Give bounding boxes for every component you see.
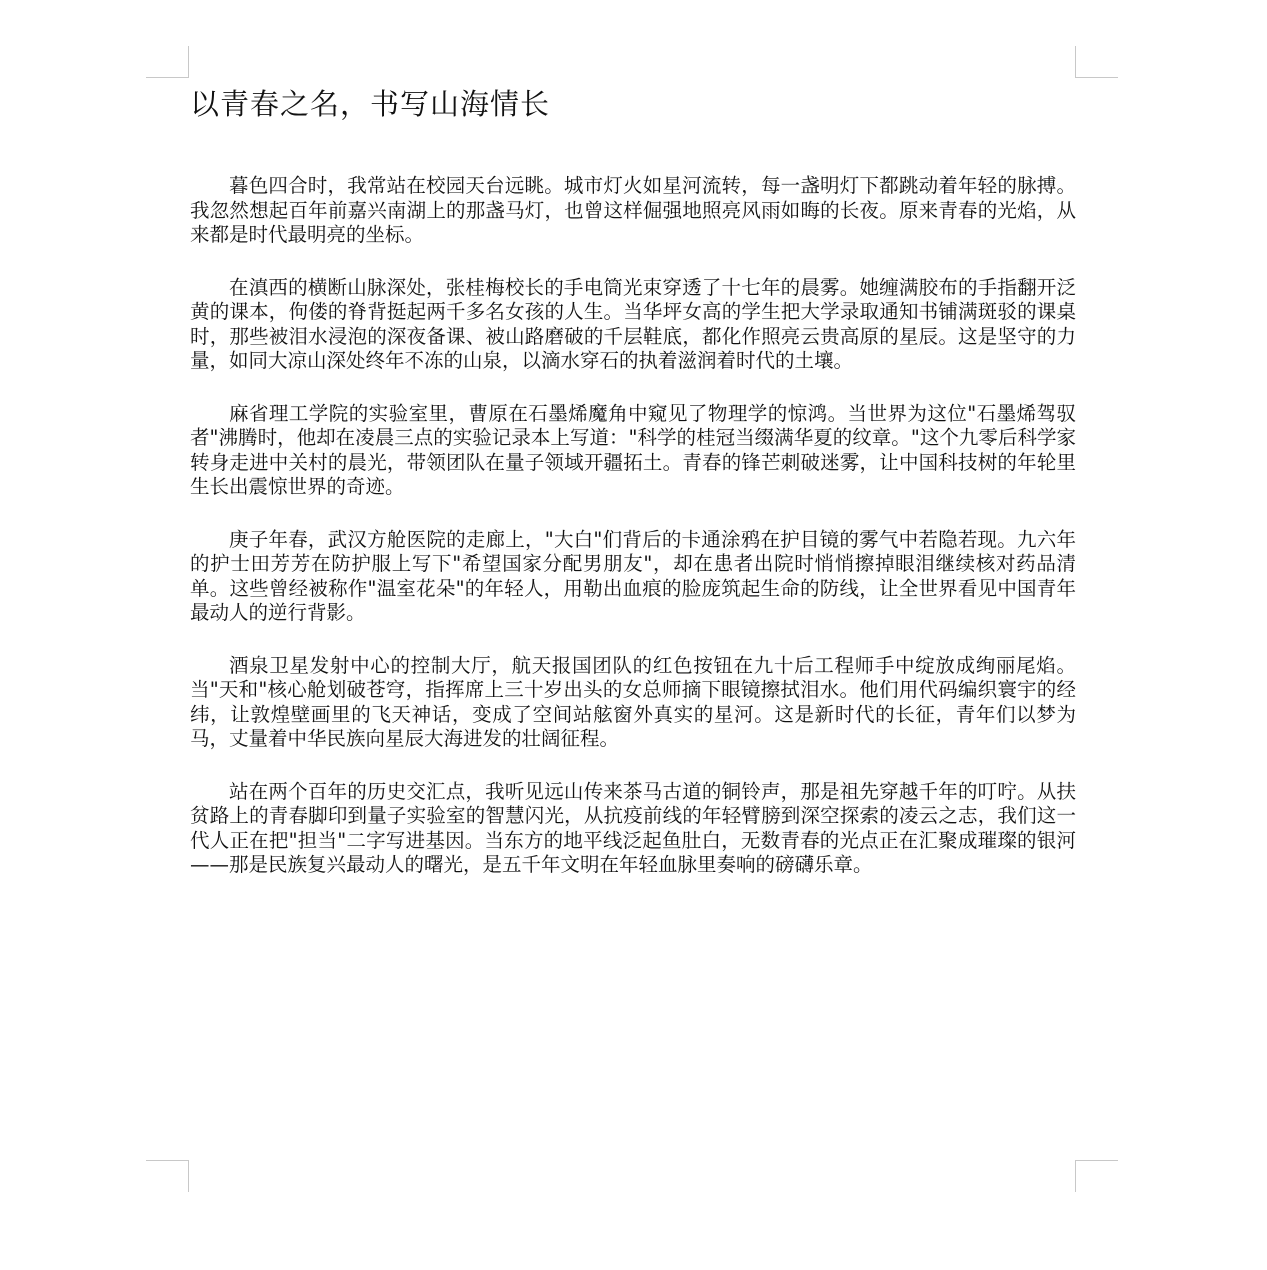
crop-mark-bottom-left-horizontal — [146, 1160, 189, 1161]
crop-mark-bottom-right-vertical — [1075, 1160, 1076, 1192]
crop-mark-bottom-right-horizontal — [1075, 1160, 1118, 1161]
crop-mark-top-right-vertical — [1075, 46, 1076, 78]
crop-mark-top-right-horizontal — [1075, 77, 1118, 78]
document-title: 以青春之名，书写山海情长 — [190, 87, 551, 121]
paragraph: 站在两个百年的历史交汇点，我听见远山传来茶马古道的铜铃声，那是祖先穿越千年的叮咛。从扶贫路上的青春脚印到量子实验室的智慧闪光，从抗疫前线的年轻臂膀到深空探索的凌云之志，我们这一代人正在把"担当"二字写进基因。当东方的地平线泛起鱼肚白，无数青春的光点正在汇聚成璀璨的银河——那是民族复兴最动人的曙光，是五千年文明在年轻血脉里奏响的磅礴乐章。 — [190, 779, 1076, 876]
crop-mark-top-left-horizontal — [146, 77, 189, 78]
document-body — [190, 174, 1076, 906]
paragraph: 酒泉卫星发射中心的控制大厅，航天报国团队的红色按钮在九十后工程师手中绽放成绚丽尾焰。当"天和"核心舱划破苍穹，指挥席上三十岁出头的女总师摘下眼镜擦拭泪水。他们用代码编织寰宇的经纬，让敦煌壁画里的飞天神话，变成了空间站舷窗外真实的星河。这是新时代的长征，青年们以梦为马，丈量着中华民族向星辰大海进发的壮阔征程。 — [190, 653, 1076, 750]
crop-mark-top-left-vertical — [188, 46, 189, 78]
paragraph: 在滇西的横断山脉深处，张桂梅校长的手电筒光束穿透了十七年的晨雾。她缠满胶布的手指翻开泛黄的课本，佝偻的脊背挺起两千多名女孩的人生。当华坪女高的学生把大学录取通知书铺满斑驳的课桌时，那些被泪水浸泡的深夜备课、被山路磨破的千层鞋底，都化作照亮云贵高原的星辰。这是坚守的力量，如同大凉山深处终年不冻的山泉，以滴水穿石的执着滋润着时代的土壤。 — [190, 275, 1076, 372]
paragraph: 庚子年春，武汉方舱医院的走廊上，"大白"们背后的卡通涂鸦在护目镜的雾气中若隐若现。九六年的护士田芳芳在防护服上写下"希望国家分配男朋友"，却在患者出院时悄悄擦掉眼泪继续核对药品清单。这些曾经被称作"温室花朵"的年轻人，用勒出血痕的脸庞筑起生命的防线，让全世界看见中国青年最动人的逆行背影。 — [190, 527, 1076, 624]
crop-mark-bottom-left-vertical — [188, 1160, 189, 1192]
paragraph: 麻省理工学院的实验室里，曹原在石墨烯魔角中窥见了物理学的惊鸿。当世界为这位"石墨烯驾驭者"沸腾时，他却在凌晨三点的实验记录本上写道："科学的桂冠当缀满华夏的纹章。"这个九零后科学家转身走进中关村的晨光，带领团队在量子领域开疆拓土。青春的锋芒刺破迷雾，让中国科技树的年轮里生长出震惊世界的奇迹。 — [190, 401, 1076, 498]
paragraph: 暮色四合时，我常站在校园天台远眺。城市灯火如星河流转，每一盏明灯下都跳动着年轻的脉搏。我忽然想起百年前嘉兴南湖上的那盏马灯，也曾这样倔强地照亮风雨如晦的长夜。原来青春的光焰，从来都是时代最明亮的坐标。 — [190, 174, 1076, 246]
